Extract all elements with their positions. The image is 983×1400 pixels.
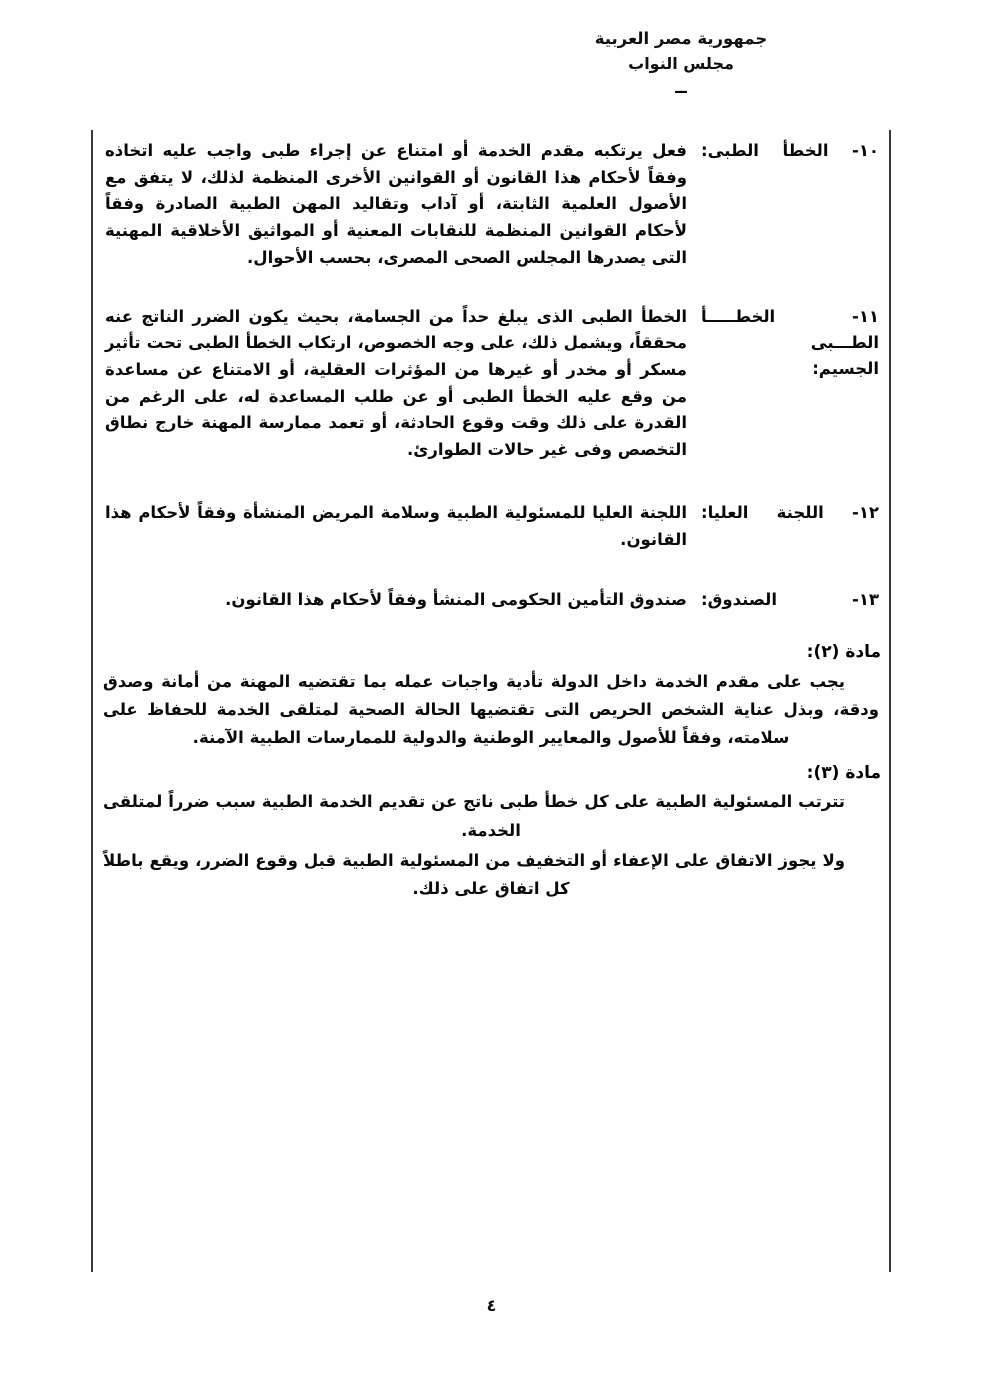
header-country-name: جمهورية مصر العربية bbox=[594, 29, 768, 48]
article-paragraph: ولا يجوز الاتفاق على الإعفاء أو التخفيف من المسئولية الطبية قبل وقوع الضرر، ويقع باطلاً كل اتفاق على ذلك. bbox=[103, 850, 845, 899]
definition-text: اللجنة العليا للمسئولية الطبية وسلامة المريض المنشأة وفقاً لأحكام هذا القانون. bbox=[105, 502, 687, 549]
definition-item bbox=[93, 304, 889, 464]
definition-term-line-2: الجسيم: bbox=[812, 358, 879, 378]
definition-text: الخطأ الطبى الذى يبلغ حداً من الجسامة، بحيث يكون الضرر الناتج عنه محققاً، ويشمل ذلك، على وجه الخصوص، ارتكاب الخطأ الطبى تحت تأثير مسكر أو مخدر أو غيرها من المؤثرات العقلية، أو الامتناع عن مساعدة من وقع عليه الخطأ الطبى أو عن طلب المساعدة له، على الرغم من القدرة على ذلك وقت وقوع الحادثة، أو تعمد ممارسة المهنة خارج نطاق التخصص وفى غير حالات الطوارئ. bbox=[105, 306, 687, 460]
article-section bbox=[93, 761, 889, 904]
definition-term bbox=[693, 587, 889, 613]
definition-item bbox=[93, 500, 889, 553]
article-heading: مادة (٢): bbox=[806, 642, 881, 663]
header-parliament-name: مجلس النواب bbox=[628, 53, 734, 73]
definition-term-line: ١٣- الصندوق: bbox=[701, 590, 879, 610]
definition-text: فعل يرتكبه مقدم الخدمة أو امتناع عن إجراء طبى واجب عليه اتخاذه وفقاً لأحكام هذا القانون أو القوانين الأخرى المنظمة لذلك، لا يتفق مع الأصول العلمية الثابتة، أو آداب وتقاليد المهن الطبية الصادرة وفقاً لأحكام القوانين المنظمة للنقابات المعنية أو المواثيق الأخلاقية المهنية التى يصدرها المجلس الصحى المصرى، بحسب الأحوال. bbox=[105, 141, 687, 267]
definition-item bbox=[93, 587, 889, 614]
header-divider-dash: ــ bbox=[675, 78, 687, 99]
document-content bbox=[93, 130, 889, 1272]
definition-term bbox=[693, 304, 889, 382]
document-header bbox=[471, 26, 891, 99]
article-section bbox=[93, 640, 889, 753]
article-paragraph: يجب على مقدم الخدمة داخل الدولة تأدية واجبات عمله بما تقتضيه المهنة من أمانة وصدق ودقة، وبذل عناية الشخص الحريص التى تقتضيها الحالة الصحية لمتلقى الخدمة للحفاظ على سلامته، وفقاً للأصول والمعايير الوطنية والدولية للممارسات الطبية الآمنة. bbox=[103, 671, 879, 748]
page-number: ٤ bbox=[486, 1296, 497, 1315]
definition-text: صندوق التأمين الحكومى المنشأ وفقاً لأحكام هذا القانون. bbox=[225, 590, 687, 610]
article-heading: مادة (٣): bbox=[806, 762, 881, 783]
content-rule-right bbox=[889, 130, 891, 1272]
definition-term bbox=[693, 138, 889, 164]
definition-term-line: ١٠- الخطأ الطبى: bbox=[701, 141, 879, 160]
definition-item bbox=[93, 138, 889, 272]
definition-term bbox=[693, 500, 889, 526]
definition-term-line: ١٢- اللجنة العليا: bbox=[701, 502, 879, 522]
definition-term-line: ١١- الخطـــــأ الطـــبى bbox=[701, 306, 879, 352]
article-paragraph: تترتب المسئولية الطبية على كل خطأ طبى ناتج عن تقديم الخدمة الطبية سبب ضرراً لمتلقى الخدمة. bbox=[103, 792, 845, 840]
